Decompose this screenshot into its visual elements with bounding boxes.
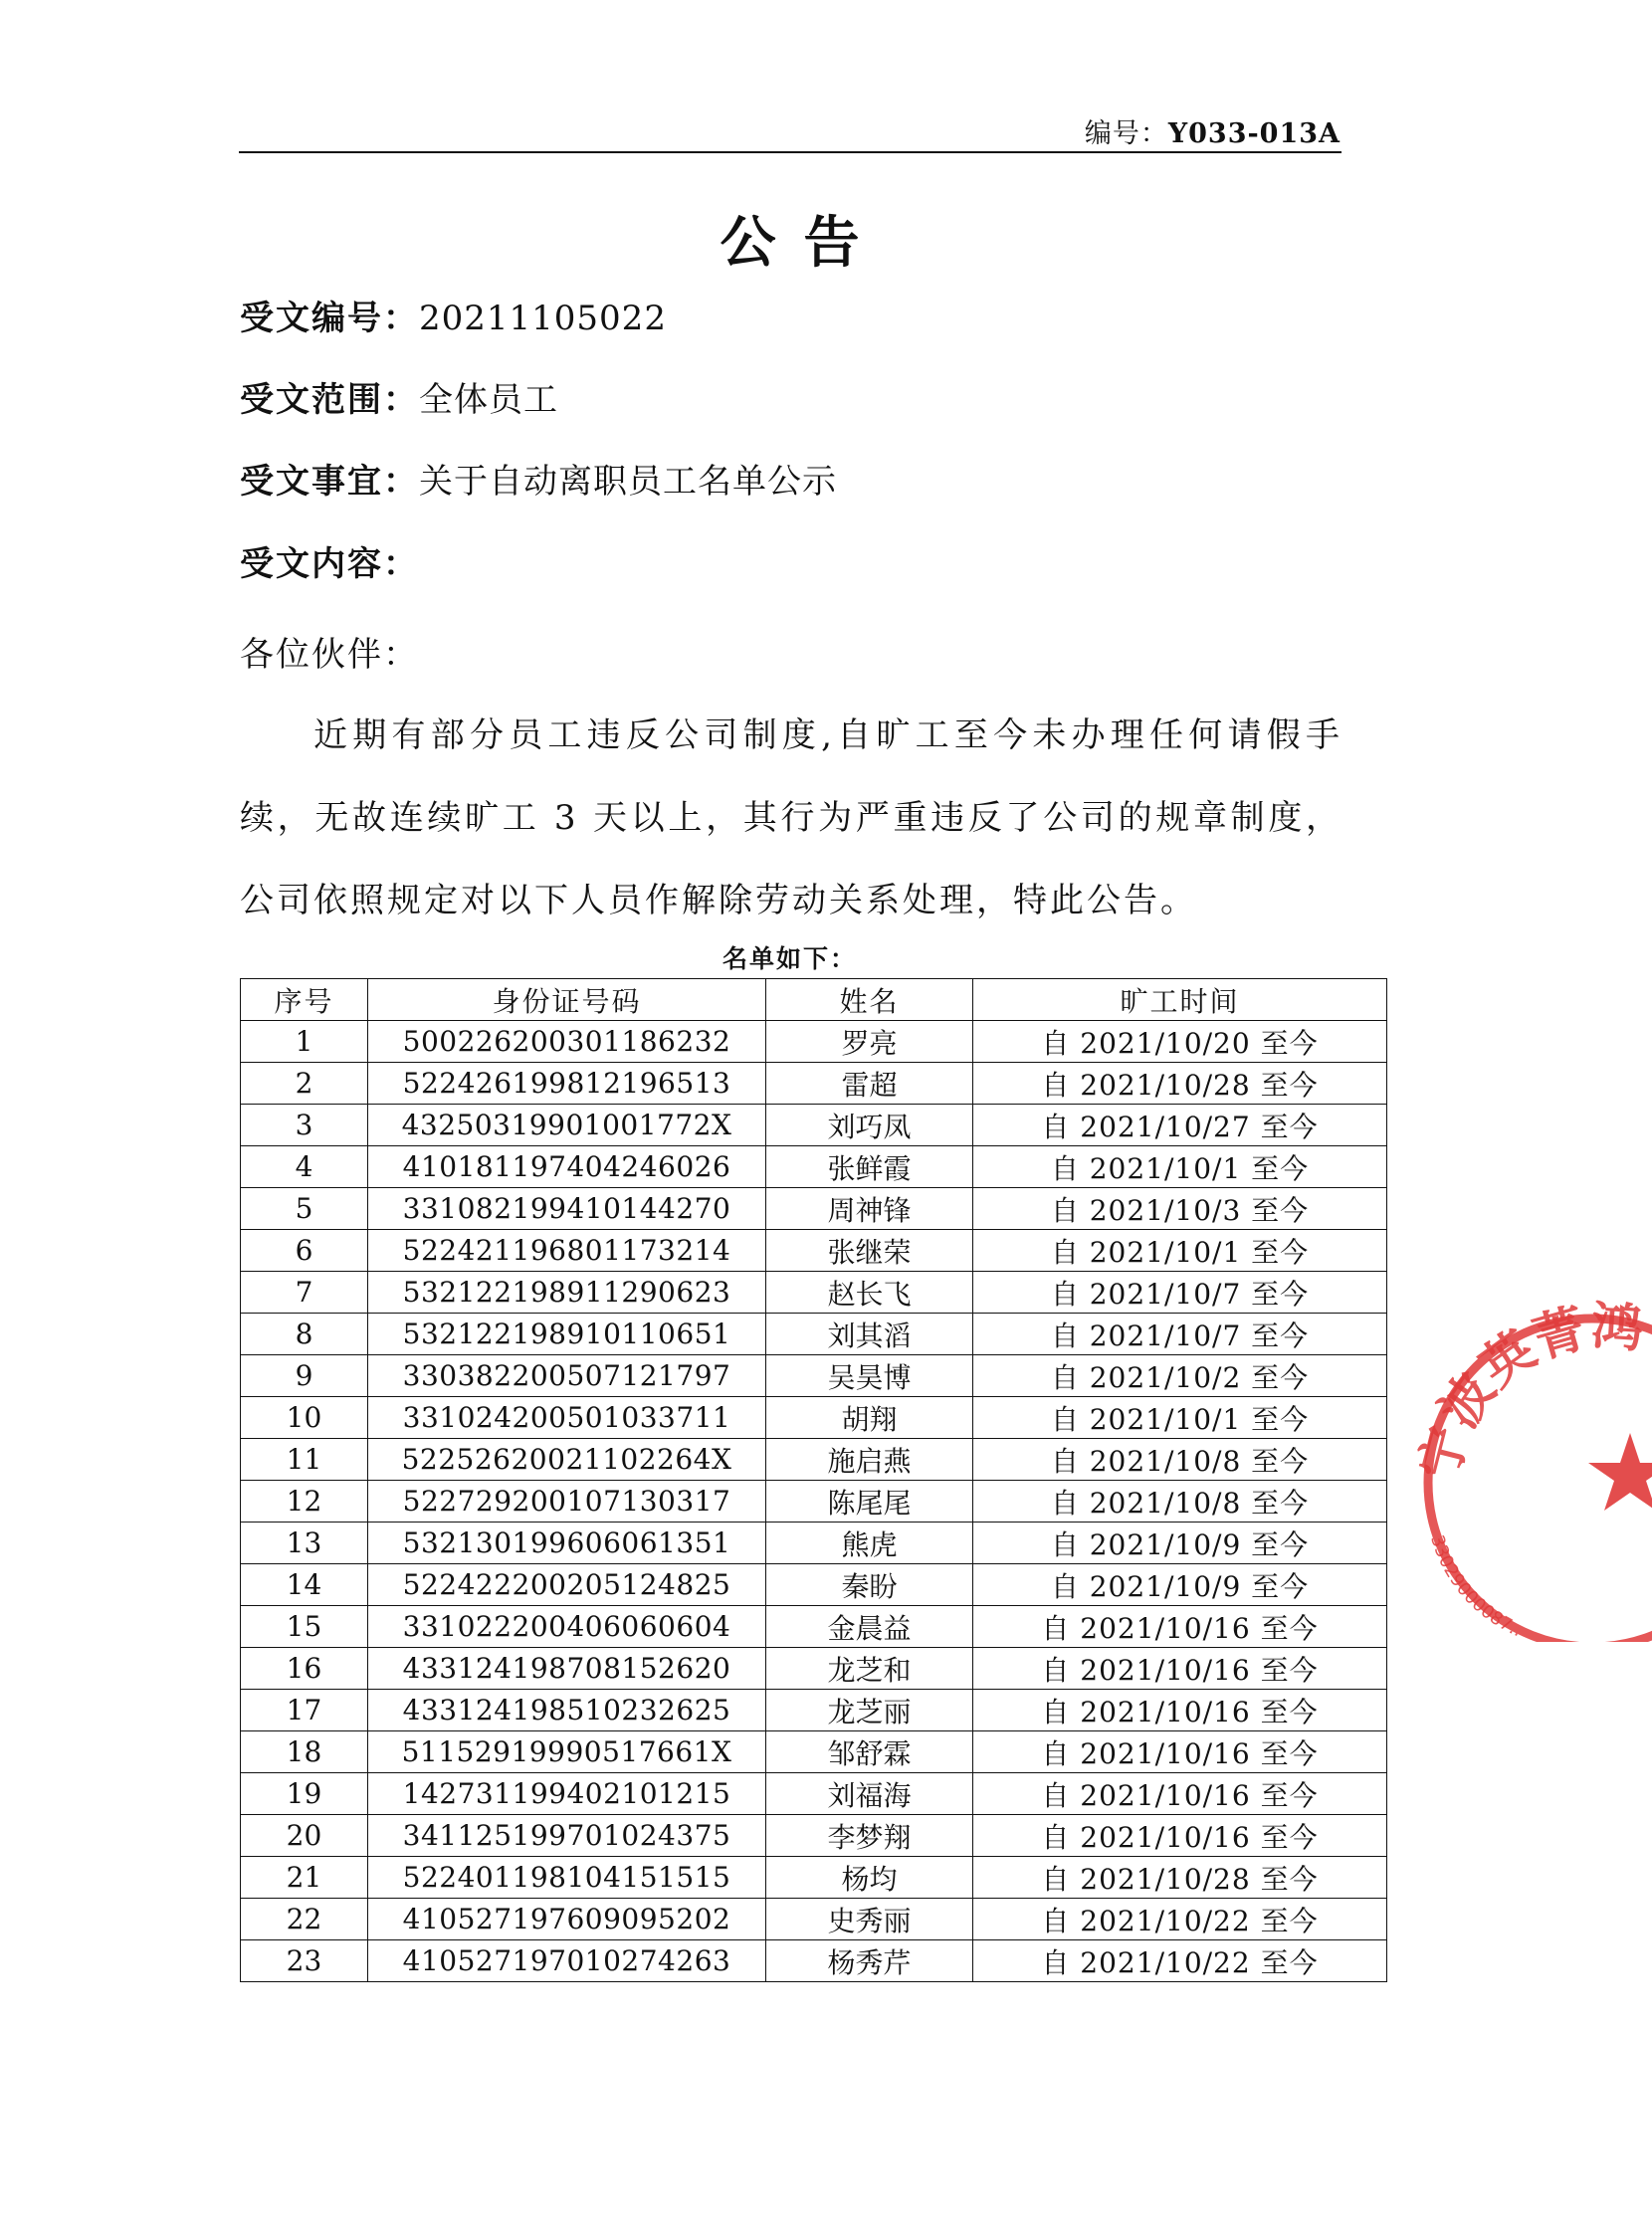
column-header-no: 序号 [241, 979, 368, 1021]
document-number-value: Y033-013A [1167, 118, 1341, 149]
row-number: 1 [241, 1021, 368, 1063]
row-absence-period: 自 2021/10/1 至今 [973, 1230, 1387, 1272]
row-absence-period: 自 2021/10/3 至今 [973, 1188, 1387, 1230]
scope-label: 受文范围： [240, 380, 419, 420]
page-title: 公告 [720, 210, 888, 276]
table-row [241, 1230, 1387, 1272]
row-number: 22 [241, 1899, 368, 1940]
row-number: 17 [241, 1690, 368, 1731]
seal-code: 33029000087.. [1426, 1532, 1526, 1642]
row-id-number: 410181197404246026 [368, 1146, 766, 1188]
row-number: 2 [241, 1063, 368, 1105]
row-name: 施启燕 [766, 1439, 973, 1481]
content-field [240, 544, 419, 584]
table-row [241, 1899, 1387, 1940]
row-name: 杨均 [766, 1857, 973, 1899]
row-name: 金晨益 [766, 1606, 973, 1648]
row-id-number: 522422200205124825 [368, 1564, 766, 1606]
scope-field [240, 380, 558, 420]
row-absence-period: 自 2021/10/20 至今 [973, 1021, 1387, 1063]
row-number: 15 [241, 1606, 368, 1648]
table-row [241, 1272, 1387, 1314]
dismissal-table [240, 978, 1387, 1982]
row-id-number: 410527197010274263 [368, 1940, 766, 1982]
seal-ring [1428, 1319, 1652, 1642]
row-number: 10 [241, 1397, 368, 1439]
row-number: 16 [241, 1648, 368, 1690]
row-name: 雷超 [766, 1063, 973, 1105]
row-name: 杨秀芹 [766, 1940, 973, 1982]
notice-paragraph: 近期有部分员工违反公司制度,自旷工至今未办理任何请假手续，无故连续旷工 3 天以上，其行为严重违反了公司的规章制度，公司依照规定对以下人员作解除劳动关系处理，特此公告。 [240, 715, 1342, 920]
table-row [241, 1940, 1387, 1982]
receipt-number-value: 20211105022 [419, 299, 667, 338]
row-absence-period: 自 2021/10/1 至今 [973, 1146, 1387, 1188]
table-row [241, 1606, 1387, 1648]
row-id-number: 51152919990517661X [368, 1731, 766, 1773]
table-row [241, 1857, 1387, 1899]
row-name: 龙芝和 [766, 1648, 973, 1690]
row-number: 8 [241, 1314, 368, 1355]
row-absence-period: 自 2021/10/16 至今 [973, 1773, 1387, 1815]
row-name: 陈尾尾 [766, 1481, 973, 1523]
row-name: 邹舒霖 [766, 1731, 973, 1773]
column-header-period: 旷工时间 [973, 979, 1387, 1021]
row-number: 19 [241, 1773, 368, 1815]
row-number: 23 [241, 1940, 368, 1982]
document-number-label: 编号： [1084, 118, 1168, 149]
row-id-number: 522729200107130317 [368, 1481, 766, 1523]
row-id-number: 433124198708152620 [368, 1648, 766, 1690]
row-number: 11 [241, 1439, 368, 1481]
row-absence-period: 自 2021/10/16 至今 [973, 1606, 1387, 1648]
row-id-number: 142731199402101215 [368, 1773, 766, 1815]
row-id-number: 330382200507121797 [368, 1355, 766, 1397]
row-name: 张继荣 [766, 1230, 973, 1272]
row-name: 熊虎 [766, 1523, 973, 1564]
row-number: 4 [241, 1146, 368, 1188]
table-row [241, 1063, 1387, 1105]
row-name: 龙芝丽 [766, 1690, 973, 1731]
table-row [241, 1815, 1387, 1857]
receipt-number-label: 受文编号： [240, 299, 419, 338]
row-name: 史秀丽 [766, 1899, 973, 1940]
seal-text: 宁波英菁鸿 [1409, 1297, 1645, 1486]
row-absence-period: 自 2021/10/16 至今 [973, 1815, 1387, 1857]
row-id-number: 522401198104151515 [368, 1857, 766, 1899]
seal-star-icon [1588, 1433, 1652, 1511]
document-number [1085, 111, 1341, 150]
row-number: 9 [241, 1355, 368, 1397]
row-name: 周神锋 [766, 1188, 973, 1230]
row-absence-period: 自 2021/10/9 至今 [973, 1564, 1387, 1606]
row-absence-period: 自 2021/10/8 至今 [973, 1439, 1387, 1481]
row-id-number: 433124198510232625 [368, 1690, 766, 1731]
receipt-number-field [240, 299, 667, 338]
row-name: 刘其滔 [766, 1314, 973, 1355]
row-name: 李梦翔 [766, 1815, 973, 1857]
table-row [241, 1146, 1387, 1188]
table-row [241, 1314, 1387, 1355]
row-id-number: 522426199812196513 [368, 1063, 766, 1105]
row-absence-period: 自 2021/10/28 至今 [973, 1857, 1387, 1899]
row-number: 14 [241, 1564, 368, 1606]
row-name: 秦盼 [766, 1564, 973, 1606]
row-id-number: 532122198910110651 [368, 1314, 766, 1355]
table-row [241, 1355, 1387, 1397]
table-row [241, 1731, 1387, 1773]
row-absence-period: 自 2021/10/9 至今 [973, 1523, 1387, 1564]
row-name: 吴昊博 [766, 1355, 973, 1397]
greeting: 各位伙伴： [240, 635, 419, 675]
row-absence-period: 自 2021/10/22 至今 [973, 1940, 1387, 1982]
column-header-id: 身份证号码 [368, 979, 766, 1021]
row-number: 7 [241, 1272, 368, 1314]
table-row [241, 1439, 1387, 1481]
list-caption: 名单如下： [722, 944, 857, 973]
row-number: 3 [241, 1105, 368, 1146]
row-id-number: 410527197609095202 [368, 1899, 766, 1940]
column-header-name: 姓名 [766, 979, 973, 1021]
row-absence-period: 自 2021/10/16 至今 [973, 1690, 1387, 1731]
table-row [241, 1648, 1387, 1690]
matter-label: 受文事宜： [240, 462, 419, 502]
row-name: 刘福海 [766, 1773, 973, 1815]
row-absence-period: 自 2021/10/22 至今 [973, 1899, 1387, 1940]
row-absence-period: 自 2021/10/2 至今 [973, 1355, 1387, 1397]
row-id-number: 331024200501033711 [368, 1397, 766, 1439]
table-header-row [241, 979, 1387, 1021]
row-id-number: 331082199410144270 [368, 1188, 766, 1230]
row-name: 胡翔 [766, 1397, 973, 1439]
row-absence-period: 自 2021/10/27 至今 [973, 1105, 1387, 1146]
row-absence-period: 自 2021/10/7 至今 [973, 1272, 1387, 1314]
row-name: 刘巧凤 [766, 1105, 973, 1146]
row-number: 21 [241, 1857, 368, 1899]
row-name: 赵长飞 [766, 1272, 973, 1314]
table-row [241, 1690, 1387, 1731]
row-id-number: 500226200301186232 [368, 1021, 766, 1063]
row-id-number: 532122198911290623 [368, 1272, 766, 1314]
row-id-number: 341125199701024375 [368, 1815, 766, 1857]
company-seal [1393, 1284, 1652, 1642]
row-absence-period: 自 2021/10/16 至今 [973, 1648, 1387, 1690]
content-label: 受文内容： [240, 544, 419, 584]
row-number: 6 [241, 1230, 368, 1272]
row-absence-period: 自 2021/10/16 至今 [973, 1731, 1387, 1773]
row-number: 20 [241, 1815, 368, 1857]
row-number: 13 [241, 1523, 368, 1564]
row-name: 张鲜霞 [766, 1146, 973, 1188]
row-absence-period: 自 2021/10/8 至今 [973, 1481, 1387, 1523]
row-number: 18 [241, 1731, 368, 1773]
row-absence-period: 自 2021/10/1 至今 [973, 1397, 1387, 1439]
row-id-number: 43250319901001772X [368, 1105, 766, 1146]
row-number: 12 [241, 1481, 368, 1523]
row-absence-period: 自 2021/10/7 至今 [973, 1314, 1387, 1355]
row-absence-period: 自 2021/10/28 至今 [973, 1063, 1387, 1105]
matter-field [240, 462, 837, 502]
row-id-number: 522421196801173214 [368, 1230, 766, 1272]
scope-value: 全体员工 [419, 380, 558, 420]
row-name: 罗亮 [766, 1021, 973, 1063]
row-id-number: 52252620021102264X [368, 1439, 766, 1481]
table-row [241, 1523, 1387, 1564]
row-number: 5 [241, 1188, 368, 1230]
row-id-number: 331022200406060604 [368, 1606, 766, 1648]
table-row [241, 1188, 1387, 1230]
table-row [241, 1773, 1387, 1815]
table-row [241, 1481, 1387, 1523]
table-row [241, 1021, 1387, 1063]
header-divider [239, 151, 1342, 153]
table-row [241, 1564, 1387, 1606]
row-id-number: 532130199606061351 [368, 1523, 766, 1564]
table-row [241, 1105, 1387, 1146]
matter-value: 关于自动离职员工名单公示 [419, 462, 837, 502]
table-row [241, 1397, 1387, 1439]
